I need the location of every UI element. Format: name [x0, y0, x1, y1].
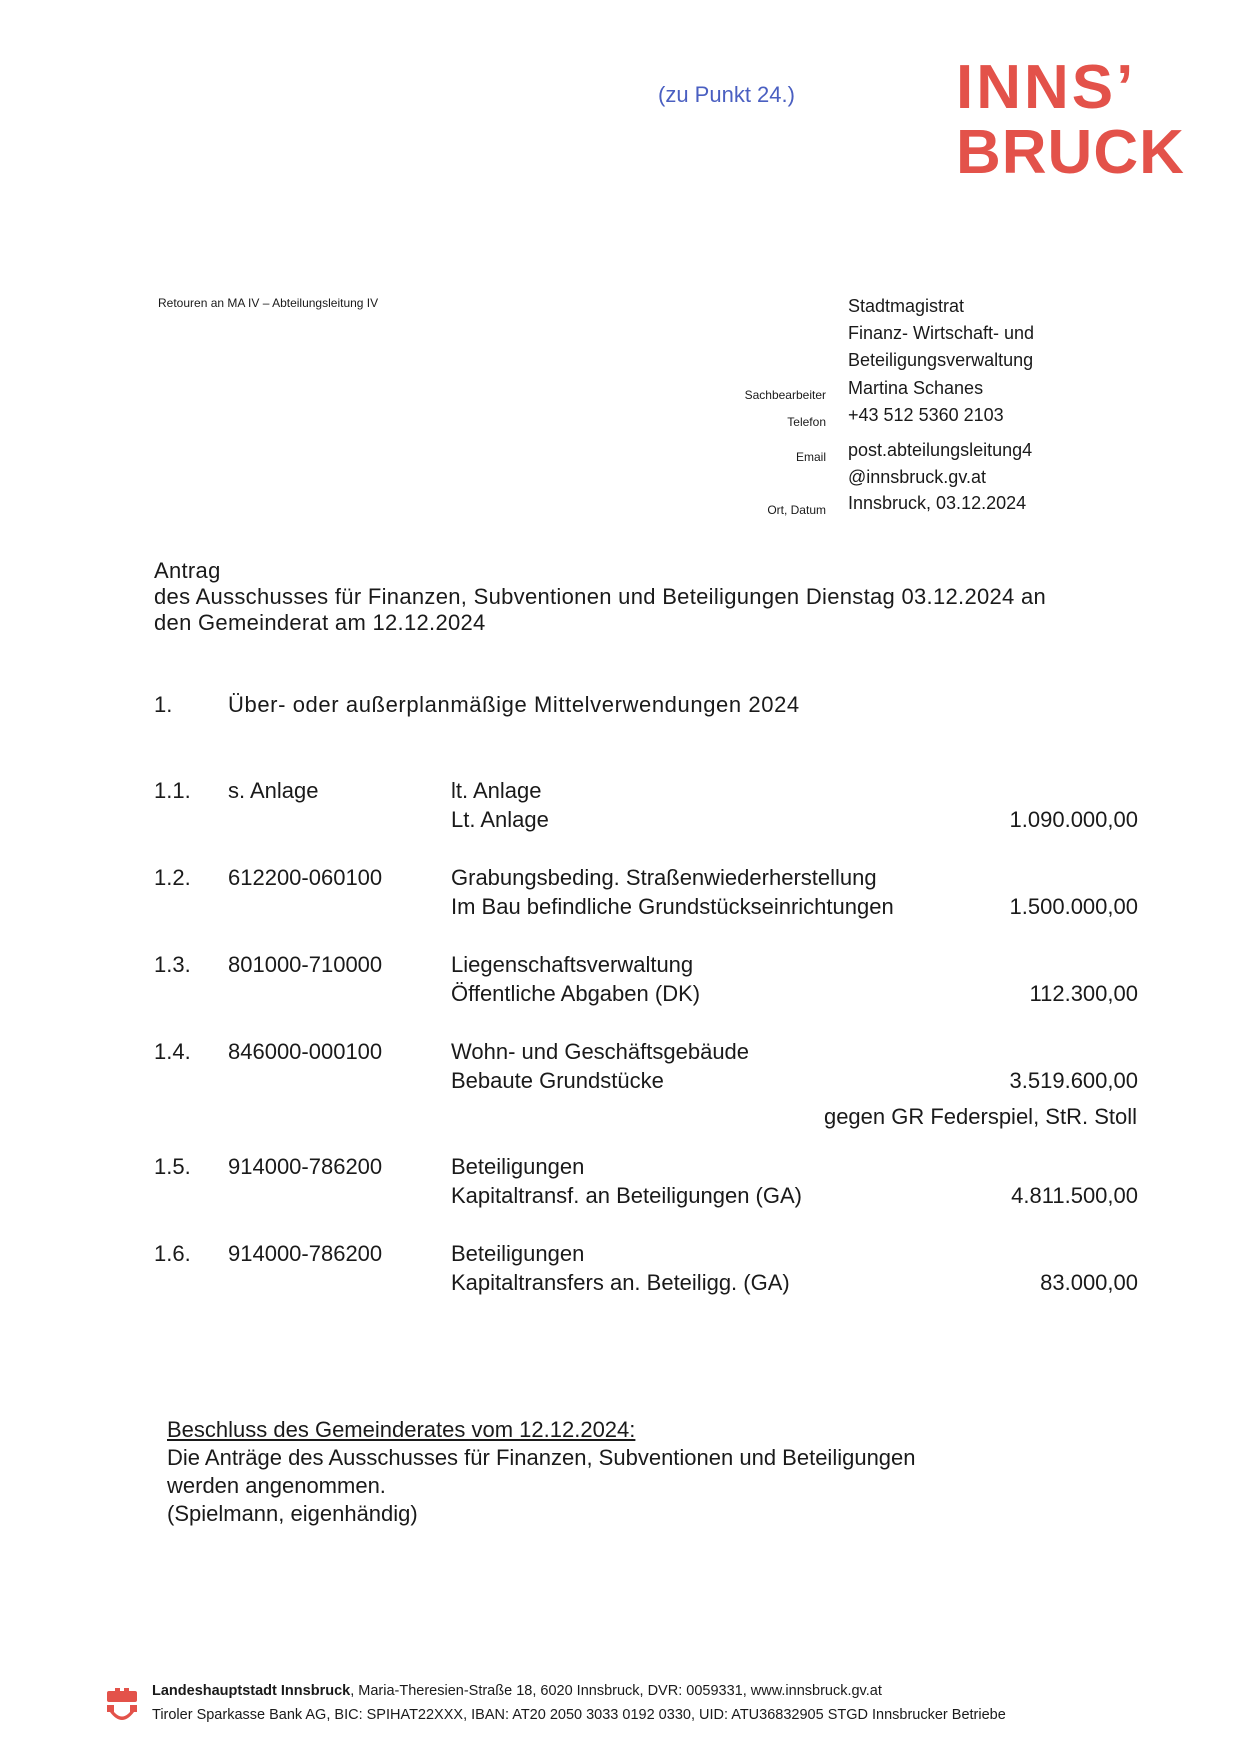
resolution-line-1: Die Anträge des Ausschusses für Finanzen, Subventionen und Beteiligungen — [167, 1445, 916, 1470]
footer-address — [152, 1683, 882, 1699]
item-amount: 112.300,00 — [1029, 981, 1138, 1006]
item-desc-2: Bebaute Grundstücke — [451, 1068, 664, 1093]
dept-line-1: Stadtmagistrat — [848, 296, 965, 316]
item-number: 1.4. — [154, 1039, 191, 1064]
list-item — [0, 863, 1241, 923]
list-item — [0, 1037, 1241, 1097]
resolution-block — [167, 1416, 916, 1528]
email-line-2: @innsbruck.gv.at — [848, 467, 986, 487]
innsbruck-logo — [956, 58, 1196, 178]
place-date: Innsbruck, 03.12.2024 — [848, 493, 1027, 513]
place-date-label: Ort, Datum — [767, 503, 826, 517]
footer-org-name: Landeshauptstadt Innsbruck — [152, 1683, 351, 1699]
item-code: 846000-000100 — [228, 1039, 383, 1064]
section-title: Über- oder außerplanmäßige Mittelverwendungen 2024 — [228, 692, 800, 717]
motion-line-3: den Gemeinderat am 12.12.2024 — [154, 610, 486, 635]
item-desc-1: lt. Anlage — [451, 778, 542, 803]
phone-label: Telefon — [787, 415, 826, 429]
return-address: Retouren an MA IV – Abteilungsleitung IV — [158, 296, 379, 310]
item-desc-1: Beteiligungen — [451, 1241, 585, 1266]
officer-name: Martina Schanes — [848, 378, 984, 398]
resolution-line-3: (Spielmann, eigenhändig) — [167, 1501, 418, 1526]
item-amount: 1.090.000,00 — [1009, 807, 1138, 832]
list-item — [0, 950, 1241, 1010]
motion-line-2: des Ausschusses für Finanzen, Subventionen und Beteiligungen Dienstag 03.12.2024 an — [154, 584, 1047, 609]
item-number: 1.1. — [154, 778, 191, 803]
item-code: 612200-060100 — [228, 865, 383, 890]
item-code: 801000-710000 — [228, 952, 383, 977]
item-amount: 4.811.500,00 — [1011, 1183, 1138, 1208]
item-desc-1: Liegenschaftsverwaltung — [451, 952, 694, 977]
item-desc-1: Grabungsbeding. Straßenwiederherstellung — [451, 865, 877, 890]
footer-bank: Tiroler Sparkasse Bank AG, BIC: SPIHAT22XXX, IBAN: AT20 2050 3033 0192 0330, UID: ATU36832905 STGD Innsbrucker Betriebe — [152, 1707, 1006, 1723]
city-crest-icon — [106, 1688, 138, 1726]
motion-line-1: Antrag — [154, 558, 221, 583]
item-code: 914000-786200 — [228, 1241, 383, 1266]
dept-line-3: Beteiligungsverwaltung — [848, 350, 1034, 370]
item-number: 1.5. — [154, 1154, 191, 1179]
item-desc-1: Beteiligungen — [451, 1154, 585, 1179]
reference-label: (zu Punkt 24.) — [658, 82, 795, 107]
resolution-line-2: werden angenommen. — [167, 1473, 386, 1498]
item-amount: 1.500.000,00 — [1009, 894, 1138, 919]
item-code: 914000-786200 — [228, 1154, 383, 1179]
item-desc-2: Kapitaltransfers an. Beteiligg. (GA) — [451, 1270, 790, 1295]
officer-label: Sachbearbeiter — [744, 388, 826, 402]
list-item — [0, 1152, 1241, 1212]
item-amount: 3.519.600,00 — [1009, 1068, 1138, 1093]
item-amount: 83.000,00 — [1040, 1270, 1138, 1295]
email-label: Email — [795, 450, 826, 464]
motion-heading — [154, 558, 1154, 636]
item-desc-2: Im Bau befindliche Grundstückseinrichtungen — [451, 894, 894, 919]
section-number: 1. — [154, 692, 173, 717]
logo-line-1: INNS’ — [956, 58, 1137, 122]
list-item — [0, 1239, 1241, 1299]
item-number: 1.3. — [154, 952, 191, 977]
vote-note: gegen GR Federspiel, StR. Stoll — [823, 1104, 1137, 1129]
item-code: s. Anlage — [228, 778, 319, 803]
footer-address-rest: , Maria-Theresien-Straße 18, 6020 Innsbruck, DVR: 0059331, www.innsbruck.gv.at — [350, 1683, 882, 1699]
item-desc-1: Wohn- und Geschäftsgebäude — [451, 1039, 750, 1064]
phone-number: +43 512 5360 2103 — [848, 405, 1004, 425]
dept-line-2: Finanz- Wirtschaft- und — [848, 323, 1035, 343]
item-number: 1.2. — [154, 865, 191, 890]
resolution-heading: Beschluss des Gemeinderates vom 12.12.2024: — [167, 1417, 636, 1442]
list-item — [0, 776, 1241, 836]
logo-line-2: BRUCK — [956, 118, 1185, 178]
item-number: 1.6. — [154, 1241, 191, 1266]
item-desc-2: Kapitaltransf. an Beteiligungen (GA) — [451, 1183, 802, 1208]
email-line-1: post.abteilungsleitung4 — [848, 440, 1033, 460]
item-desc-2: Öffentliche Abgaben (DK) — [451, 981, 701, 1006]
item-desc-2: Lt. Anlage — [451, 807, 549, 832]
